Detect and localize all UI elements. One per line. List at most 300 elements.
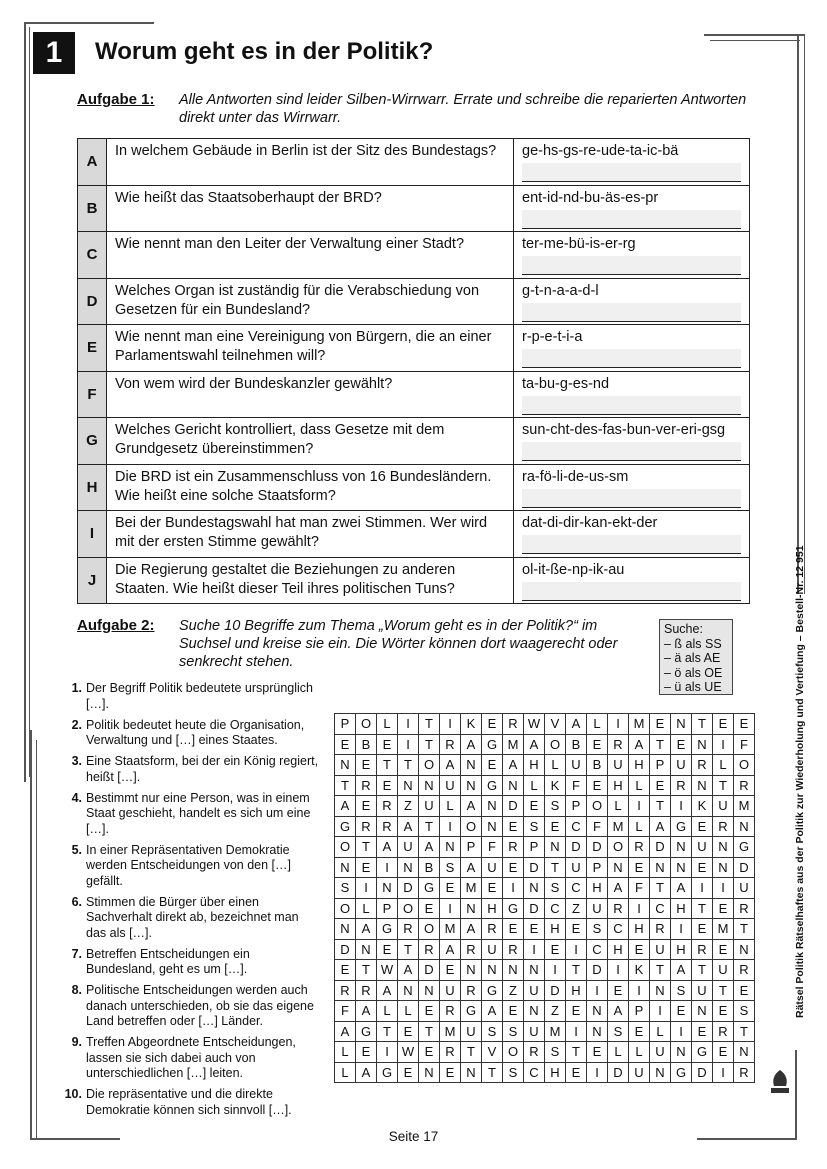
grid-cell[interactable]: O [587,796,608,817]
grid-cell[interactable]: G [482,775,503,796]
grid-cell[interactable]: I [671,1021,692,1042]
grid-cell[interactable]: Z [566,898,587,919]
grid-cell[interactable]: A [461,857,482,878]
grid-cell[interactable]: A [440,939,461,960]
grid-cell[interactable]: O [545,734,566,755]
grid-cell[interactable]: A [671,960,692,981]
grid-cell[interactable]: S [545,878,566,899]
answer-input-line[interactable] [522,442,741,461]
grid-cell[interactable]: S [524,816,545,837]
grid-cell[interactable]: L [545,755,566,776]
grid-cell[interactable]: A [566,714,587,735]
grid-cell[interactable]: T [377,1021,398,1042]
grid-cell[interactable]: C [650,898,671,919]
grid-cell[interactable]: R [713,816,734,837]
grid-cell[interactable]: O [335,898,356,919]
grid-cell[interactable]: A [356,919,377,940]
grid-cell[interactable]: I [629,796,650,817]
grid-cell[interactable]: Z [545,1001,566,1022]
answer-input-line[interactable] [522,582,741,601]
grid-cell[interactable]: N [482,960,503,981]
grid-cell[interactable]: E [692,1021,713,1042]
grid-cell[interactable]: P [377,898,398,919]
grid-cell[interactable]: F [734,734,755,755]
grid-cell[interactable]: Z [503,980,524,1001]
grid-cell[interactable]: A [461,796,482,817]
grid-cell[interactable]: P [629,1001,650,1022]
grid-cell[interactable]: G [335,816,356,837]
grid-cell[interactable]: N [650,980,671,1001]
grid-cell[interactable]: R [692,755,713,776]
grid-cell[interactable]: N [398,980,419,1001]
grid-cell[interactable]: W [398,1042,419,1063]
grid-cell[interactable]: H [566,980,587,1001]
grid-cell[interactable]: S [587,919,608,940]
grid-cell[interactable]: R [608,734,629,755]
grid-cell[interactable]: U [482,857,503,878]
grid-cell[interactable]: N [461,898,482,919]
grid-cell[interactable]: A [608,878,629,899]
grid-cell[interactable]: G [734,837,755,858]
grid-cell[interactable]: L [377,1001,398,1022]
grid-cell[interactable]: T [377,755,398,776]
grid-cell[interactable]: S [503,1062,524,1083]
grid-cell[interactable]: D [650,837,671,858]
grid-cell[interactable]: C [566,816,587,837]
grid-cell[interactable]: N [419,980,440,1001]
grid-cell[interactable]: D [524,857,545,878]
grid-cell[interactable]: T [566,1042,587,1063]
grid-cell[interactable]: N [461,775,482,796]
grid-cell[interactable]: E [713,1042,734,1063]
grid-cell[interactable]: N [524,1001,545,1022]
grid-cell[interactable]: W [377,960,398,981]
grid-cell[interactable]: A [671,878,692,899]
grid-cell[interactable]: E [503,816,524,837]
grid-cell[interactable]: E [440,878,461,899]
grid-cell[interactable]: E [608,980,629,1001]
grid-cell[interactable]: C [524,1062,545,1083]
grid-cell[interactable]: N [713,837,734,858]
grid-cell[interactable]: R [671,775,692,796]
grid-cell[interactable]: E [713,714,734,735]
grid-cell[interactable]: I [440,898,461,919]
grid-cell[interactable]: E [692,857,713,878]
grid-cell[interactable]: A [419,837,440,858]
grid-cell[interactable]: A [398,960,419,981]
grid-cell[interactable]: S [734,1001,755,1022]
grid-cell[interactable]: R [377,796,398,817]
grid-cell[interactable]: A [377,980,398,1001]
grid-cell[interactable]: I [629,898,650,919]
grid-cell[interactable]: E [587,775,608,796]
grid-cell[interactable]: E [671,1001,692,1022]
grid-cell[interactable]: N [398,857,419,878]
grid-cell[interactable]: L [356,898,377,919]
grid-cell[interactable]: N [482,816,503,837]
grid-cell[interactable]: R [629,837,650,858]
grid-cell[interactable]: I [713,878,734,899]
grid-cell[interactable]: K [629,960,650,981]
grid-cell[interactable]: E [377,775,398,796]
grid-cell[interactable]: E [482,714,503,735]
grid-cell[interactable]: G [482,734,503,755]
grid-cell[interactable]: I [608,714,629,735]
grid-cell[interactable]: E [398,1021,419,1042]
grid-cell[interactable]: U [566,755,587,776]
grid-cell[interactable]: D [692,1062,713,1083]
grid-cell[interactable]: H [524,755,545,776]
grid-cell[interactable]: A [356,1062,377,1083]
grid-cell[interactable]: D [524,898,545,919]
grid-cell[interactable]: E [545,816,566,837]
grid-cell[interactable]: E [440,1062,461,1083]
grid-cell[interactable]: L [629,816,650,837]
grid-cell[interactable]: T [692,898,713,919]
grid-cell[interactable]: C [545,898,566,919]
grid-cell[interactable]: D [419,960,440,981]
grid-cell[interactable]: R [608,898,629,919]
grid-cell[interactable]: D [608,1062,629,1083]
grid-cell[interactable]: R [482,919,503,940]
grid-cell[interactable]: G [419,878,440,899]
grid-cell[interactable]: E [419,1042,440,1063]
grid-cell[interactable]: E [587,734,608,755]
grid-cell[interactable]: N [734,1042,755,1063]
grid-cell[interactable]: O [608,837,629,858]
grid-cell[interactable]: M [734,796,755,817]
grid-cell[interactable]: S [545,796,566,817]
grid-cell[interactable]: N [524,878,545,899]
answer-input-line[interactable] [522,489,741,508]
grid-cell[interactable]: S [545,1042,566,1063]
grid-cell[interactable]: H [671,939,692,960]
grid-cell[interactable]: P [524,837,545,858]
grid-cell[interactable]: L [629,1042,650,1063]
grid-cell[interactable]: A [377,837,398,858]
grid-cell[interactable]: N [335,919,356,940]
grid-cell[interactable]: R [461,939,482,960]
grid-cell[interactable]: T [398,755,419,776]
grid-cell[interactable]: U [461,1021,482,1042]
grid-cell[interactable]: U [482,939,503,960]
grid-cell[interactable]: T [713,980,734,1001]
grid-cell[interactable]: U [713,960,734,981]
grid-cell[interactable]: I [440,714,461,735]
grid-cell[interactable]: D [587,837,608,858]
grid-cell[interactable]: A [356,1001,377,1022]
grid-cell[interactable]: I [713,734,734,755]
grid-cell[interactable]: M [545,1021,566,1042]
grid-cell[interactable]: O [503,1042,524,1063]
grid-cell[interactable]: N [734,816,755,837]
grid-cell[interactable]: N [335,857,356,878]
grid-cell[interactable]: O [419,755,440,776]
grid-cell[interactable]: T [545,857,566,878]
grid-cell[interactable]: O [461,816,482,837]
grid-cell[interactable]: E [503,857,524,878]
grid-cell[interactable]: L [587,714,608,735]
grid-cell[interactable]: E [566,1001,587,1022]
grid-cell[interactable]: E [650,775,671,796]
grid-cell[interactable]: R [356,775,377,796]
grid-cell[interactable]: E [482,755,503,776]
grid-cell[interactable]: S [608,1021,629,1042]
grid-cell[interactable]: R [692,939,713,960]
grid-cell[interactable]: I [524,939,545,960]
grid-cell[interactable]: E [545,939,566,960]
grid-cell[interactable]: E [713,939,734,960]
grid-cell[interactable]: E [692,816,713,837]
grid-cell[interactable]: R [503,714,524,735]
grid-cell[interactable]: N [524,960,545,981]
grid-cell[interactable]: I [377,857,398,878]
grid-cell[interactable]: N [692,1001,713,1022]
grid-cell[interactable]: E [440,960,461,981]
grid-cell[interactable]: H [608,939,629,960]
grid-cell[interactable]: F [566,775,587,796]
grid-cell[interactable]: F [587,816,608,837]
grid-cell[interactable]: T [419,1021,440,1042]
grid-cell[interactable]: P [587,857,608,878]
grid-cell[interactable]: A [629,734,650,755]
grid-cell[interactable]: L [608,1042,629,1063]
grid-cell[interactable]: A [335,1021,356,1042]
grid-cell[interactable]: E [524,919,545,940]
answer-input-line[interactable] [522,256,741,275]
grid-cell[interactable]: R [461,980,482,1001]
grid-cell[interactable]: E [335,960,356,981]
grid-cell[interactable]: U [671,755,692,776]
grid-cell[interactable]: E [482,878,503,899]
grid-cell[interactable]: T [356,837,377,858]
grid-cell[interactable]: E [503,919,524,940]
grid-cell[interactable]: A [440,755,461,776]
grid-cell[interactable]: F [482,837,503,858]
grid-cell[interactable]: T [692,960,713,981]
answer-input-line[interactable] [522,303,741,322]
grid-cell[interactable]: O [419,919,440,940]
grid-cell[interactable]: U [419,796,440,817]
grid-cell[interactable]: E [734,980,755,1001]
grid-cell[interactable]: L [377,714,398,735]
grid-cell[interactable]: L [650,1021,671,1042]
grid-cell[interactable]: S [335,878,356,899]
grid-cell[interactable]: F [335,1001,356,1022]
grid-cell[interactable]: I [440,816,461,837]
grid-cell[interactable]: T [713,775,734,796]
grid-cell[interactable]: L [335,1042,356,1063]
grid-cell[interactable]: I [566,1021,587,1042]
grid-cell[interactable]: U [650,939,671,960]
grid-cell[interactable]: L [398,1001,419,1022]
grid-cell[interactable]: P [461,837,482,858]
grid-cell[interactable]: T [650,960,671,981]
grid-cell[interactable]: R [503,939,524,960]
grid-cell[interactable]: U [692,837,713,858]
grid-cell[interactable]: G [461,1001,482,1022]
grid-cell[interactable]: R [734,898,755,919]
grid-cell[interactable]: L [629,775,650,796]
grid-cell[interactable]: N [335,755,356,776]
grid-cell[interactable]: U [692,980,713,1001]
grid-cell[interactable]: H [587,878,608,899]
grid-cell[interactable]: P [566,796,587,817]
grid-cell[interactable]: B [419,857,440,878]
grid-cell[interactable]: I [713,1062,734,1083]
grid-cell[interactable]: H [671,898,692,919]
grid-cell[interactable]: N [482,796,503,817]
grid-cell[interactable]: T [734,919,755,940]
grid-cell[interactable]: E [356,755,377,776]
grid-cell[interactable]: R [440,1001,461,1022]
grid-cell[interactable]: A [608,1001,629,1022]
grid-cell[interactable]: N [671,1042,692,1063]
grid-cell[interactable]: E [356,1042,377,1063]
answer-input-line[interactable] [522,163,741,182]
grid-cell[interactable]: G [356,1021,377,1042]
grid-cell[interactable]: R [650,919,671,940]
grid-cell[interactable]: T [419,816,440,837]
grid-cell[interactable]: R [524,1042,545,1063]
grid-cell[interactable]: U [398,837,419,858]
grid-cell[interactable]: G [377,919,398,940]
grid-cell[interactable]: H [629,755,650,776]
grid-cell[interactable]: M [608,816,629,837]
grid-cell[interactable]: R [734,1062,755,1083]
grid-cell[interactable]: U [587,898,608,919]
grid-cell[interactable]: K [692,796,713,817]
grid-cell[interactable]: T [419,714,440,735]
grid-cell[interactable]: U [608,755,629,776]
grid-cell[interactable]: T [356,960,377,981]
grid-cell[interactable]: G [377,1062,398,1083]
grid-cell[interactable]: A [503,755,524,776]
grid-cell[interactable]: R [440,734,461,755]
grid-cell[interactable]: T [650,796,671,817]
grid-cell[interactable]: R [398,919,419,940]
grid-cell[interactable]: M [461,878,482,899]
grid-cell[interactable]: I [608,960,629,981]
grid-cell[interactable]: L [335,1062,356,1083]
grid-cell[interactable]: T [482,1062,503,1083]
grid-cell[interactable]: D [545,980,566,1001]
grid-cell[interactable]: N [692,734,713,755]
grid-cell[interactable]: N [398,775,419,796]
grid-cell[interactable]: U [524,1021,545,1042]
grid-cell[interactable]: C [608,919,629,940]
answer-input-line[interactable] [522,210,741,229]
grid-cell[interactable]: L [608,796,629,817]
grid-cell[interactable]: E [692,919,713,940]
grid-cell[interactable]: N [461,755,482,776]
grid-cell[interactable]: T [650,878,671,899]
grid-cell[interactable]: R [440,1042,461,1063]
grid-cell[interactable]: I [671,796,692,817]
grid-cell[interactable]: O [356,714,377,735]
grid-cell[interactable]: N [671,837,692,858]
grid-cell[interactable]: U [566,857,587,878]
grid-cell[interactable]: T [419,734,440,755]
grid-cell[interactable]: D [734,857,755,878]
grid-cell[interactable]: L [524,775,545,796]
grid-cell[interactable]: E [419,898,440,919]
grid-cell[interactable]: E [566,1062,587,1083]
grid-cell[interactable]: I [356,878,377,899]
grid-cell[interactable]: Z [398,796,419,817]
grid-cell[interactable]: T [734,1021,755,1042]
grid-cell[interactable]: N [461,960,482,981]
grid-cell[interactable]: N [503,775,524,796]
grid-cell[interactable]: E [566,919,587,940]
grid-cell[interactable]: T [461,1042,482,1063]
grid-cell[interactable]: H [629,919,650,940]
grid-cell[interactable]: N [419,775,440,796]
grid-cell[interactable]: E [734,714,755,735]
grid-cell[interactable]: N [545,837,566,858]
answer-input-line[interactable] [522,349,741,368]
grid-cell[interactable]: U [524,980,545,1001]
grid-cell[interactable]: E [713,898,734,919]
grid-cell[interactable]: G [671,1062,692,1083]
grid-cell[interactable]: B [587,755,608,776]
grid-cell[interactable]: N [440,837,461,858]
grid-cell[interactable]: I [671,919,692,940]
grid-cell[interactable]: N [713,857,734,878]
grid-cell[interactable]: A [398,816,419,837]
grid-cell[interactable]: E [713,1001,734,1022]
grid-cell[interactable]: N [671,714,692,735]
grid-cell[interactable]: K [545,775,566,796]
grid-cell[interactable]: H [482,898,503,919]
grid-cell[interactable]: N [608,857,629,878]
grid-cell[interactable]: A [461,734,482,755]
grid-cell[interactable]: O [734,755,755,776]
grid-cell[interactable]: C [566,878,587,899]
grid-cell[interactable]: G [692,1042,713,1063]
grid-cell[interactable]: U [440,980,461,1001]
grid-cell[interactable]: E [629,939,650,960]
grid-cell[interactable]: U [440,775,461,796]
grid-cell[interactable]: T [650,734,671,755]
grid-cell[interactable]: D [587,960,608,981]
grid-cell[interactable]: V [482,1042,503,1063]
grid-cell[interactable]: T [335,775,356,796]
grid-cell[interactable]: D [398,878,419,899]
grid-cell[interactable]: G [671,816,692,837]
grid-cell[interactable]: E [503,1001,524,1022]
grid-cell[interactable]: H [545,919,566,940]
grid-cell[interactable]: E [419,1001,440,1022]
grid-cell[interactable]: R [713,1021,734,1042]
grid-cell[interactable]: T [692,714,713,735]
grid-cell[interactable]: N [587,1001,608,1022]
grid-cell[interactable]: D [503,796,524,817]
grid-cell[interactable]: N [461,1062,482,1083]
answer-input-line[interactable] [522,535,741,554]
grid-cell[interactable]: N [377,878,398,899]
grid-cell[interactable]: G [503,898,524,919]
grid-cell[interactable]: W [524,714,545,735]
grid-cell[interactable]: I [650,1001,671,1022]
grid-cell[interactable]: U [713,796,734,817]
grid-cell[interactable]: E [671,734,692,755]
grid-cell[interactable]: E [356,796,377,817]
grid-cell[interactable]: F [629,878,650,899]
grid-cell[interactable]: D [566,837,587,858]
grid-cell[interactable]: N [734,939,755,960]
grid-cell[interactable]: E [377,939,398,960]
